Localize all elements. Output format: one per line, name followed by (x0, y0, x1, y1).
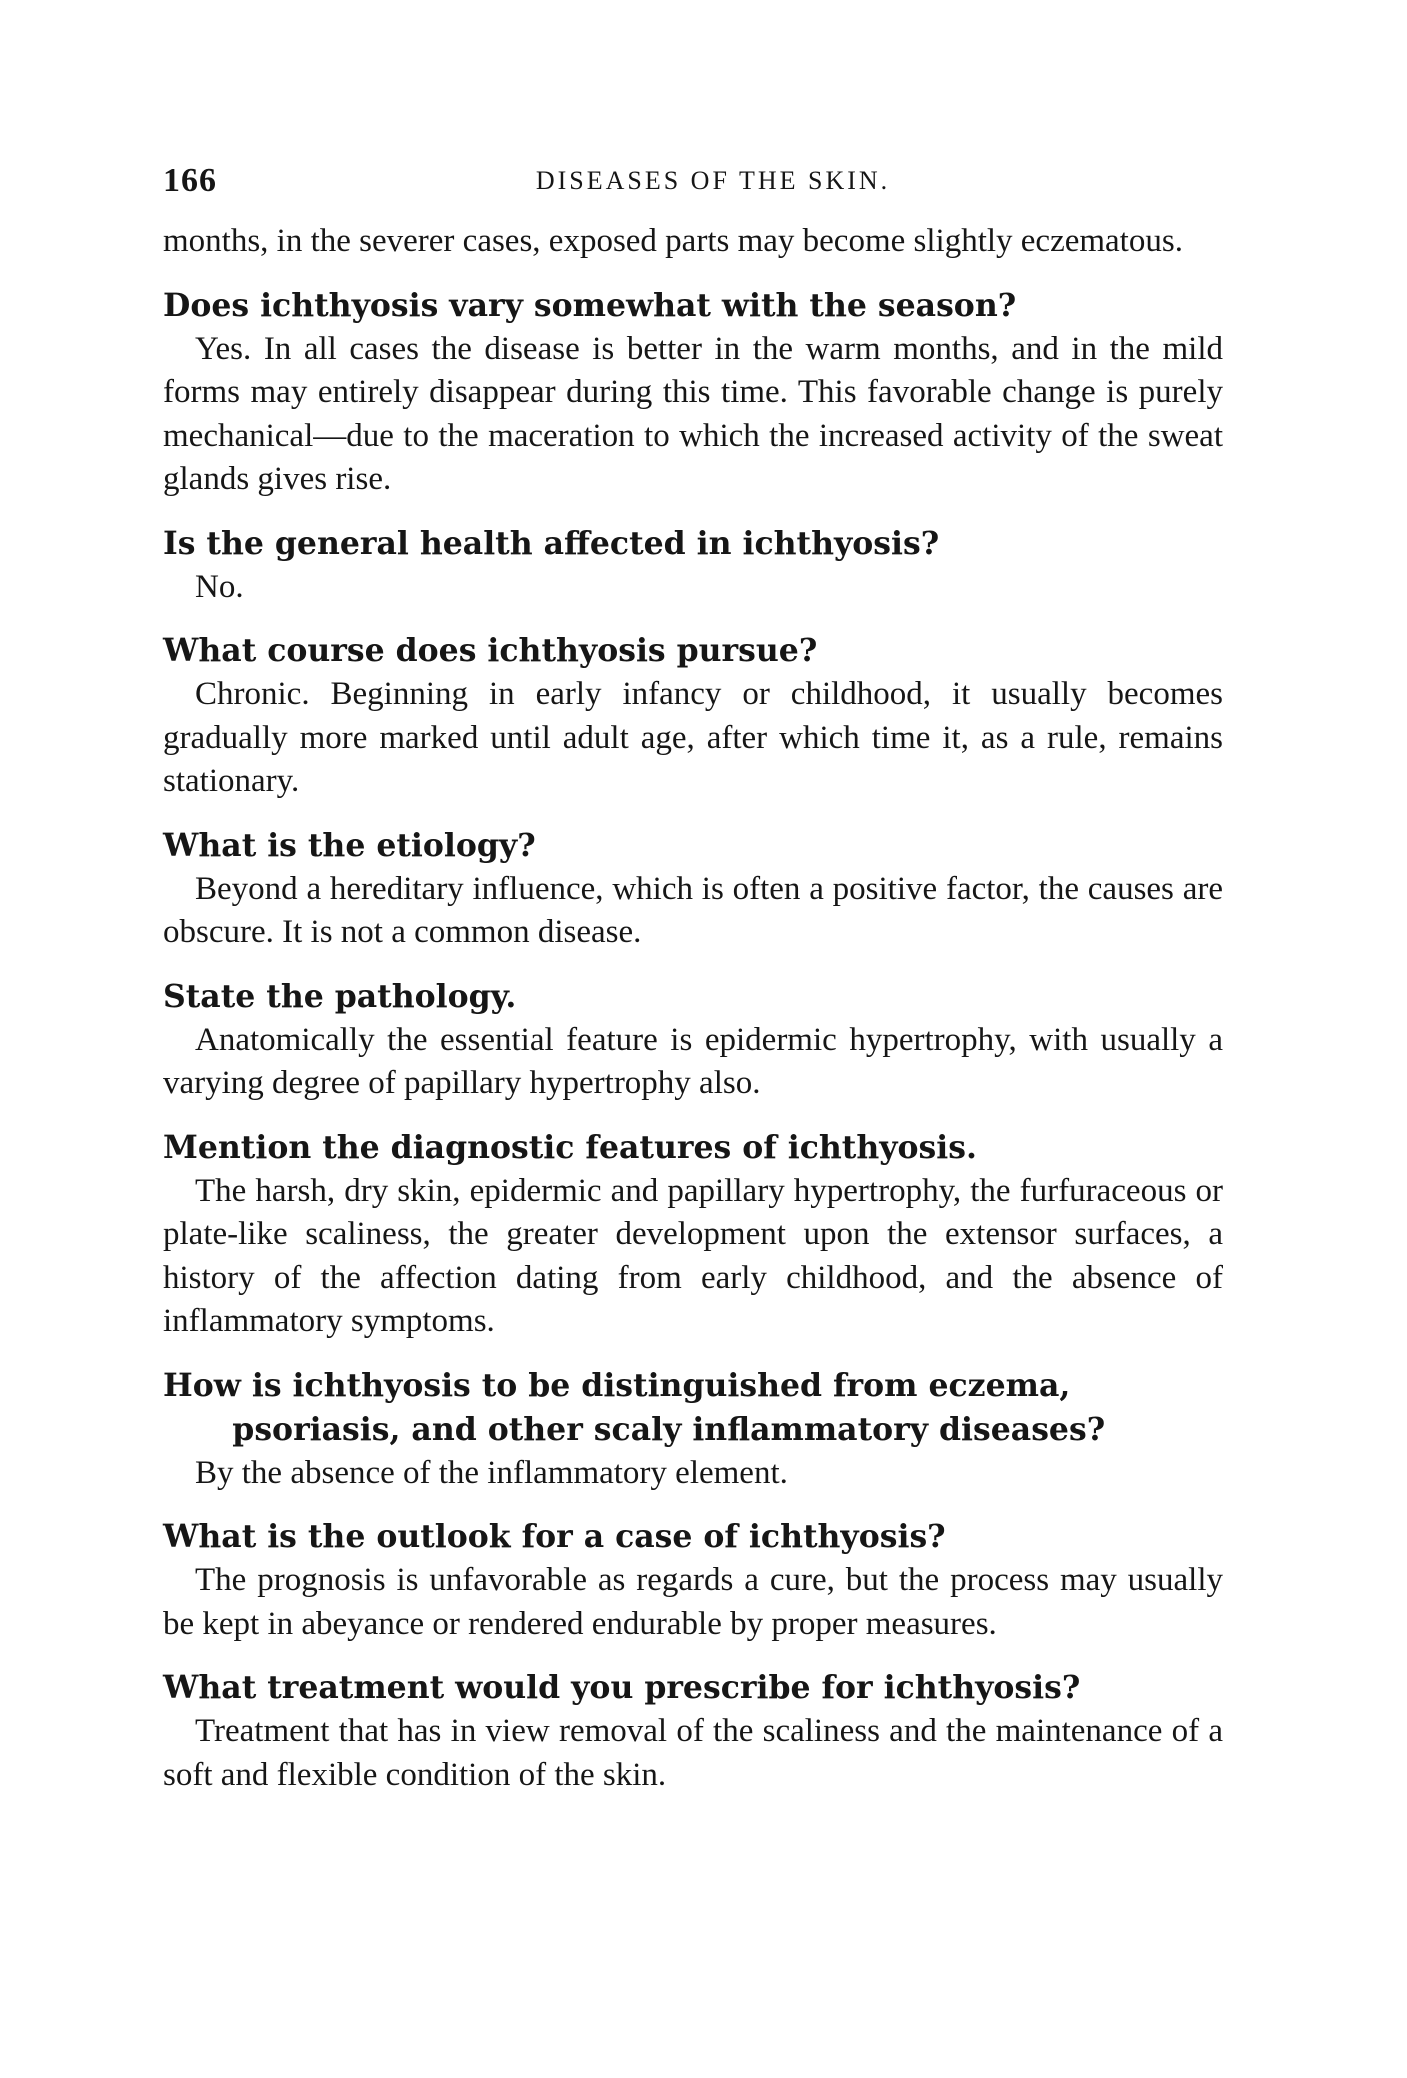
question-heading: What is the outlook for a case of ichthyosis? (163, 1518, 946, 1555)
page-number: 166 (163, 162, 217, 199)
qa-item (163, 284, 1223, 502)
answer-paragraph: Chronic. Beginning in early infancy or childhood, it usually becomes gradually more marked until adult age, after which time it, as a rule, remains stationary. (163, 676, 1223, 799)
qa-item (163, 1364, 1223, 1496)
qa-item (163, 1666, 1223, 1797)
answer-paragraph: No. (195, 568, 244, 605)
answer-paragraph: Yes. In all cases the disease is better in the warm months, and in the mild forms may entirely disappear during this time. This favorable change is purely mechanical—due to the maceration to which the increased activity of the sweat glands gives rise. (163, 330, 1223, 497)
answer-paragraph: Beyond a hereditary influence, which is often a positive factor, the causes are obscure. It is not a common disease. (163, 870, 1223, 950)
book-page (163, 162, 1223, 1817)
answer-paragraph: The harsh, dry skin, epidermic and papillary hypertrophy, the furfuraceous or plate-like scaliness, the greater development upon the extensor surfaces, a history of the affection dating from early childhood, and the absence of inflammatory symptoms. (163, 1172, 1223, 1339)
answer-paragraph: The prognosis is unfavorable as regards a cure, but the process may usually be kept in abeyance or rendered endurable by proper measures. (163, 1562, 1223, 1642)
question-heading: State the pathology. (163, 977, 517, 1015)
qa-item (163, 975, 1223, 1106)
question-heading: What treatment would you prescribe for ichthyosis? (163, 1669, 1081, 1706)
question-heading: What course does ichthyosis pursue? (163, 632, 818, 669)
answer-paragraph: Anatomically the essential feature is epidermic hypertrophy, with usually a varying degree of papillary hypertrophy also. (163, 1021, 1223, 1101)
qa-item (163, 522, 1223, 610)
qa-item (163, 824, 1223, 955)
question-heading: Mention the diagnostic features of ichthyosis. (163, 1128, 977, 1166)
answer-paragraph: Treatment that has in view removal of the scaliness and the maintenance of a soft and flexible condition of the skin. (163, 1713, 1223, 1793)
qa-item (163, 1515, 1223, 1646)
qa-item (163, 629, 1223, 804)
question-heading: Is the general health affected in ichthyosis? (163, 524, 940, 562)
answer-paragraph: By the absence of the inflammatory element. (195, 1454, 788, 1491)
question-heading: How is ichthyosis to be distinguished from eczema, psoriasis, and other scaly inflammatory diseases? (163, 1366, 1106, 1448)
question-heading: What is the etiology? (163, 826, 536, 864)
continued-paragraph: months, in the severer cases, exposed parts may become slightly eczematous. (163, 223, 1183, 259)
running-title: DISEASES OF THE SKIN. (535, 166, 891, 195)
question-heading: Does ichthyosis vary somewhat with the season? (163, 286, 1017, 324)
running-head (163, 162, 1223, 206)
qa-item (163, 1126, 1223, 1344)
